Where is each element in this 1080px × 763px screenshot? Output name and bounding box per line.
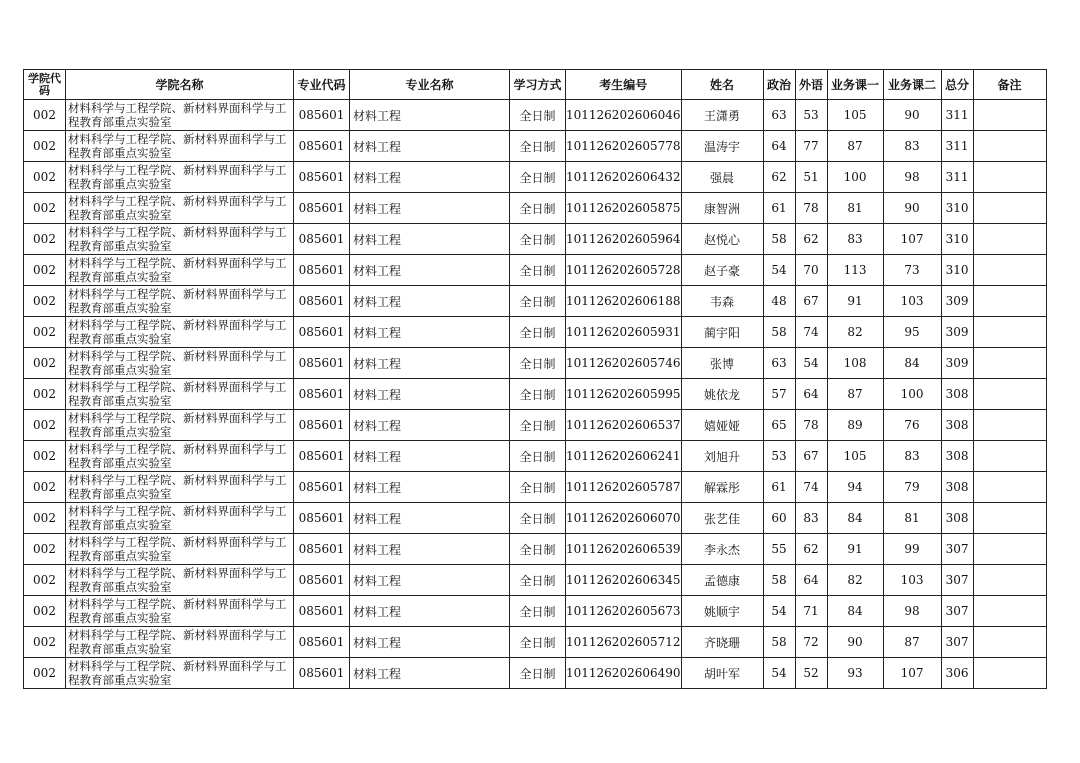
cell-course-2: 84 [883,348,941,379]
cell-foreign-language: 62 [795,534,827,565]
cell-course-1: 91 [827,534,883,565]
cell-course-2: 103 [883,565,941,596]
cell-study-mode: 全日制 [510,348,566,379]
cell-total: 308 [941,472,973,503]
cell-name: 蔺宇阳 [681,317,763,348]
cell-major-code: 085601 [294,286,350,317]
cell-college-code: 002 [24,348,66,379]
cell-study-mode: 全日制 [510,410,566,441]
cell-total: 311 [941,131,973,162]
cell-remarks [973,162,1046,193]
header-row [24,70,1047,100]
cell-politics: 58 [763,565,795,596]
cell-total: 308 [941,379,973,410]
cell-college-code: 002 [24,100,66,131]
cell-major-code: 085601 [294,565,350,596]
cell-college-code: 002 [24,131,66,162]
cell-total: 307 [941,627,973,658]
cell-college-name: 材料科学与工程学院、新材料界面科学与工程教育部重点实验室 [66,472,294,503]
cell-politics: 55 [763,534,795,565]
cell-total: 307 [941,596,973,627]
cell-name: 强晨 [681,162,763,193]
cell-college-name: 材料科学与工程学院、新材料界面科学与工程教育部重点实验室 [66,410,294,441]
cell-course-2: 73 [883,255,941,286]
cell-course-2: 87 [883,627,941,658]
cell-candidate-id: 101126202605875 [566,193,682,224]
cell-major-name: 材料工程 [350,596,510,627]
cell-remarks [973,627,1046,658]
cell-foreign-language: 77 [795,131,827,162]
cell-total: 309 [941,317,973,348]
cell-foreign-language: 64 [795,379,827,410]
cell-candidate-id: 101126202606070 [566,503,682,534]
cell-foreign-language: 64 [795,565,827,596]
cell-study-mode: 全日制 [510,627,566,658]
table-row [24,379,1047,410]
cell-major-code: 085601 [294,596,350,627]
cell-college-code: 002 [24,379,66,410]
cell-study-mode: 全日制 [510,534,566,565]
cell-study-mode: 全日制 [510,503,566,534]
cell-foreign-language: 70 [795,255,827,286]
cell-study-mode: 全日制 [510,162,566,193]
cell-total: 308 [941,441,973,472]
header-course-2: 业务课二 [883,70,941,100]
cell-candidate-id: 101126202606046 [566,100,682,131]
cell-remarks [973,596,1046,627]
cell-remarks [973,379,1046,410]
cell-politics: 57 [763,379,795,410]
cell-name: 赵悦心 [681,224,763,255]
header-major-code: 专业代码 [294,70,350,100]
cell-foreign-language: 78 [795,193,827,224]
cell-politics: 58 [763,627,795,658]
cell-politics: 65 [763,410,795,441]
cell-course-2: 103 [883,286,941,317]
cell-college-code: 002 [24,255,66,286]
cell-name: 解霖彤 [681,472,763,503]
table-row [24,193,1047,224]
table-row [24,441,1047,472]
cell-name: 李永杰 [681,534,763,565]
cell-name: 姚顺宇 [681,596,763,627]
cell-major-code: 085601 [294,410,350,441]
cell-major-name: 材料工程 [350,100,510,131]
cell-college-name: 材料科学与工程学院、新材料界面科学与工程教育部重点实验室 [66,379,294,410]
cell-course-1: 81 [827,193,883,224]
cell-name: 孟德康 [681,565,763,596]
cell-course-2: 107 [883,658,941,689]
cell-foreign-language: 62 [795,224,827,255]
score-table [23,69,1047,689]
table-row [24,658,1047,689]
cell-foreign-language: 53 [795,100,827,131]
cell-college-code: 002 [24,410,66,441]
cell-college-name: 材料科学与工程学院、新材料界面科学与工程教育部重点实验室 [66,100,294,131]
cell-college-code: 002 [24,317,66,348]
cell-candidate-id: 101126202606537 [566,410,682,441]
cell-study-mode: 全日制 [510,565,566,596]
cell-remarks [973,503,1046,534]
cell-college-code: 002 [24,441,66,472]
cell-college-name: 材料科学与工程学院、新材料界面科学与工程教育部重点实验室 [66,131,294,162]
cell-candidate-id: 101126202606241 [566,441,682,472]
cell-politics: 63 [763,348,795,379]
cell-major-code: 085601 [294,348,350,379]
cell-name: 姚依龙 [681,379,763,410]
cell-foreign-language: 78 [795,410,827,441]
table-row [24,131,1047,162]
cell-college-code: 002 [24,162,66,193]
cell-course-1: 87 [827,379,883,410]
cell-major-code: 085601 [294,379,350,410]
table-row [24,100,1047,131]
cell-major-name: 材料工程 [350,224,510,255]
cell-major-code: 085601 [294,255,350,286]
cell-college-name: 材料科学与工程学院、新材料界面科学与工程教育部重点实验室 [66,317,294,348]
table-body [24,100,1047,689]
cell-politics: 62 [763,162,795,193]
cell-name: 刘旭升 [681,441,763,472]
cell-course-2: 76 [883,410,941,441]
cell-name: 王潇勇 [681,100,763,131]
cell-major-code: 085601 [294,224,350,255]
cell-politics: 53 [763,441,795,472]
header-college-code: 学院代码 [24,70,66,100]
cell-course-1: 90 [827,627,883,658]
cell-course-1: 89 [827,410,883,441]
cell-course-1: 100 [827,162,883,193]
cell-foreign-language: 74 [795,472,827,503]
cell-major-name: 材料工程 [350,441,510,472]
cell-study-mode: 全日制 [510,286,566,317]
cell-name: 嬉娅娅 [681,410,763,441]
cell-remarks [973,348,1046,379]
cell-college-name: 材料科学与工程学院、新材料界面科学与工程教育部重点实验室 [66,162,294,193]
cell-total: 311 [941,100,973,131]
cell-major-name: 材料工程 [350,410,510,441]
cell-study-mode: 全日制 [510,379,566,410]
table-row [24,348,1047,379]
cell-course-1: 113 [827,255,883,286]
cell-college-code: 002 [24,627,66,658]
cell-politics: 54 [763,255,795,286]
table-row [24,534,1047,565]
cell-college-name: 材料科学与工程学院、新材料界面科学与工程教育部重点实验室 [66,224,294,255]
cell-name: 康智洲 [681,193,763,224]
cell-major-name: 材料工程 [350,627,510,658]
table-row [24,627,1047,658]
cell-remarks [973,565,1046,596]
cell-candidate-id: 101126202606188 [566,286,682,317]
cell-college-name: 材料科学与工程学院、新材料界面科学与工程教育部重点实验室 [66,441,294,472]
cell-name: 张艺佳 [681,503,763,534]
cell-remarks [973,286,1046,317]
cell-college-code: 002 [24,596,66,627]
cell-politics: 61 [763,193,795,224]
cell-college-code: 002 [24,503,66,534]
cell-college-code: 002 [24,224,66,255]
table-row [24,472,1047,503]
cell-candidate-id: 101126202606345 [566,565,682,596]
cell-politics: 54 [763,596,795,627]
cell-college-name: 材料科学与工程学院、新材料界面科学与工程教育部重点实验室 [66,565,294,596]
cell-candidate-id: 101126202605964 [566,224,682,255]
cell-foreign-language: 71 [795,596,827,627]
cell-major-code: 085601 [294,131,350,162]
cell-major-name: 材料工程 [350,534,510,565]
header-college-name: 学院名称 [66,70,294,100]
cell-course-1: 94 [827,472,883,503]
cell-college-name: 材料科学与工程学院、新材料界面科学与工程教育部重点实验室 [66,255,294,286]
cell-major-name: 材料工程 [350,162,510,193]
cell-study-mode: 全日制 [510,658,566,689]
cell-name: 赵子豪 [681,255,763,286]
cell-total: 310 [941,224,973,255]
cell-study-mode: 全日制 [510,255,566,286]
cell-study-mode: 全日制 [510,441,566,472]
cell-major-name: 材料工程 [350,472,510,503]
table-row [24,224,1047,255]
cell-major-code: 085601 [294,627,350,658]
cell-major-name: 材料工程 [350,317,510,348]
cell-college-name: 材料科学与工程学院、新材料界面科学与工程教育部重点实验室 [66,286,294,317]
cell-major-code: 085601 [294,503,350,534]
table-row [24,503,1047,534]
cell-study-mode: 全日制 [510,472,566,503]
cell-course-1: 91 [827,286,883,317]
cell-name: 张博 [681,348,763,379]
cell-total: 307 [941,534,973,565]
cell-college-code: 002 [24,193,66,224]
table-row [24,255,1047,286]
cell-name: 温涛宇 [681,131,763,162]
cell-course-2: 83 [883,131,941,162]
table-row [24,596,1047,627]
cell-total: 308 [941,503,973,534]
cell-foreign-language: 67 [795,441,827,472]
cell-foreign-language: 83 [795,503,827,534]
cell-course-1: 108 [827,348,883,379]
cell-study-mode: 全日制 [510,100,566,131]
cell-politics: 58 [763,317,795,348]
cell-college-code: 002 [24,658,66,689]
cell-foreign-language: 74 [795,317,827,348]
table-row [24,565,1047,596]
cell-study-mode: 全日制 [510,193,566,224]
cell-college-code: 002 [24,534,66,565]
cell-college-name: 材料科学与工程学院、新材料界面科学与工程教育部重点实验室 [66,627,294,658]
cell-major-name: 材料工程 [350,193,510,224]
cell-remarks [973,441,1046,472]
cell-foreign-language: 72 [795,627,827,658]
cell-major-name: 材料工程 [350,565,510,596]
cell-remarks [973,472,1046,503]
cell-study-mode: 全日制 [510,224,566,255]
cell-candidate-id: 101126202605995 [566,379,682,410]
header-name: 姓名 [681,70,763,100]
cell-remarks [973,658,1046,689]
cell-college-code: 002 [24,286,66,317]
cell-politics: 60 [763,503,795,534]
table-row [24,162,1047,193]
header-politics: 政治 [763,70,795,100]
cell-remarks [973,193,1046,224]
cell-name: 胡叶军 [681,658,763,689]
header-study-mode: 学习方式 [510,70,566,100]
cell-course-1: 84 [827,596,883,627]
cell-course-1: 105 [827,441,883,472]
cell-candidate-id: 101126202605728 [566,255,682,286]
cell-major-name: 材料工程 [350,255,510,286]
cell-course-2: 99 [883,534,941,565]
cell-politics: 63 [763,100,795,131]
cell-course-2: 98 [883,596,941,627]
cell-candidate-id: 101126202606490 [566,658,682,689]
cell-college-name: 材料科学与工程学院、新材料界面科学与工程教育部重点实验室 [66,503,294,534]
cell-politics: 54 [763,658,795,689]
cell-college-name: 材料科学与工程学院、新材料界面科学与工程教育部重点实验室 [66,534,294,565]
cell-course-1: 83 [827,224,883,255]
cell-politics: 61 [763,472,795,503]
cell-total: 309 [941,286,973,317]
cell-major-code: 085601 [294,534,350,565]
cell-course-2: 83 [883,441,941,472]
cell-remarks [973,224,1046,255]
cell-total: 307 [941,565,973,596]
header-remarks: 备注 [973,70,1046,100]
table-row [24,286,1047,317]
cell-major-code: 085601 [294,658,350,689]
score-sheet [23,69,1047,689]
header-candidate-id: 考生编号 [566,70,682,100]
cell-name: 齐晓珊 [681,627,763,658]
cell-name: 韦森 [681,286,763,317]
cell-foreign-language: 54 [795,348,827,379]
cell-major-name: 材料工程 [350,348,510,379]
cell-study-mode: 全日制 [510,317,566,348]
cell-course-2: 100 [883,379,941,410]
cell-college-name: 材料科学与工程学院、新材料界面科学与工程教育部重点实验室 [66,348,294,379]
cell-major-name: 材料工程 [350,131,510,162]
cell-course-2: 95 [883,317,941,348]
cell-course-2: 98 [883,162,941,193]
cell-candidate-id: 101126202605787 [566,472,682,503]
cell-total: 306 [941,658,973,689]
cell-remarks [973,100,1046,131]
cell-course-1: 82 [827,565,883,596]
cell-total: 311 [941,162,973,193]
cell-major-code: 085601 [294,100,350,131]
cell-study-mode: 全日制 [510,131,566,162]
header-major-name: 专业名称 [350,70,510,100]
cell-course-2: 81 [883,503,941,534]
table-row [24,410,1047,441]
cell-remarks [973,410,1046,441]
cell-college-name: 材料科学与工程学院、新材料界面科学与工程教育部重点实验室 [66,193,294,224]
cell-course-2: 79 [883,472,941,503]
cell-course-2: 90 [883,100,941,131]
cell-foreign-language: 52 [795,658,827,689]
cell-major-name: 材料工程 [350,658,510,689]
cell-major-name: 材料工程 [350,379,510,410]
cell-major-code: 085601 [294,441,350,472]
cell-foreign-language: 67 [795,286,827,317]
cell-remarks [973,131,1046,162]
cell-college-code: 002 [24,565,66,596]
cell-foreign-language: 51 [795,162,827,193]
cell-candidate-id: 101126202606539 [566,534,682,565]
header-course-1: 业务课一 [827,70,883,100]
cell-major-code: 085601 [294,193,350,224]
cell-candidate-id: 101126202605673 [566,596,682,627]
cell-remarks [973,317,1046,348]
cell-candidate-id: 101126202605931 [566,317,682,348]
cell-remarks [973,534,1046,565]
cell-major-name: 材料工程 [350,503,510,534]
cell-college-name: 材料科学与工程学院、新材料界面科学与工程教育部重点实验室 [66,596,294,627]
cell-course-2: 107 [883,224,941,255]
cell-major-code: 085601 [294,317,350,348]
cell-major-code: 085601 [294,472,350,503]
cell-college-code: 002 [24,472,66,503]
cell-total: 310 [941,255,973,286]
cell-course-1: 93 [827,658,883,689]
cell-candidate-id: 101126202605778 [566,131,682,162]
header-total: 总分 [941,70,973,100]
table-row [24,317,1047,348]
cell-course-2: 90 [883,193,941,224]
header-foreign-language: 外语 [795,70,827,100]
cell-candidate-id: 101126202606432 [566,162,682,193]
cell-politics: 58 [763,224,795,255]
cell-course-1: 87 [827,131,883,162]
cell-major-name: 材料工程 [350,286,510,317]
cell-total: 310 [941,193,973,224]
cell-candidate-id: 101126202605712 [566,627,682,658]
cell-college-name: 材料科学与工程学院、新材料界面科学与工程教育部重点实验室 [66,658,294,689]
cell-major-code: 085601 [294,162,350,193]
cell-course-1: 84 [827,503,883,534]
cell-total: 309 [941,348,973,379]
cell-study-mode: 全日制 [510,596,566,627]
cell-total: 308 [941,410,973,441]
cell-politics: 48 [763,286,795,317]
cell-politics: 64 [763,131,795,162]
cell-remarks [973,255,1046,286]
cell-course-1: 105 [827,100,883,131]
cell-course-1: 82 [827,317,883,348]
cell-candidate-id: 101126202605746 [566,348,682,379]
